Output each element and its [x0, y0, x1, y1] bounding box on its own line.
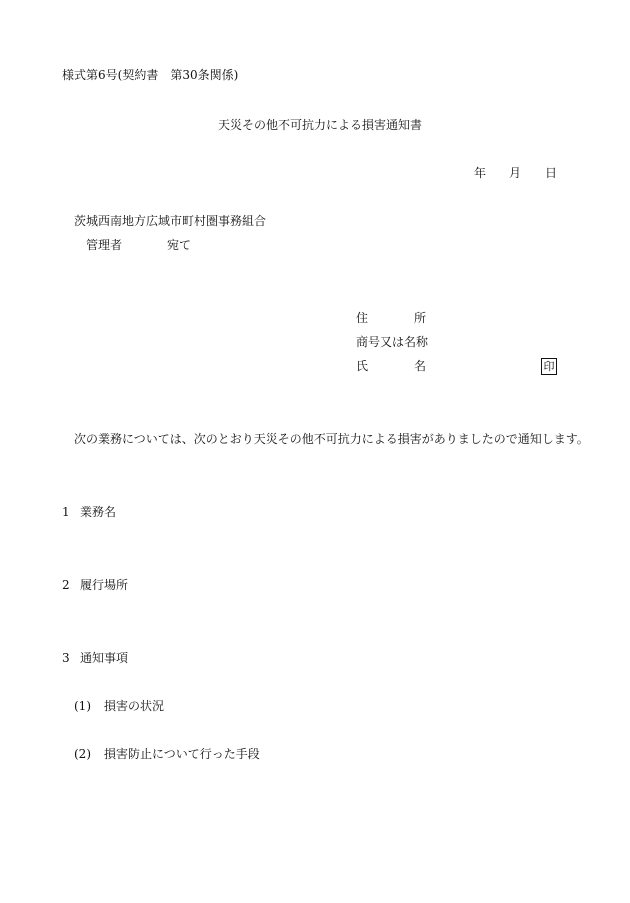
date-year-label: 年 [474, 166, 487, 180]
address-label-second: 所 [414, 311, 427, 325]
item-label-business-name: 業務名 [80, 505, 117, 519]
item-number: 2 [62, 578, 70, 592]
subitem-number: (2) [74, 747, 91, 761]
item-number: 1 [62, 505, 70, 519]
recipient-role: 管理者 [86, 238, 123, 252]
item-label-notice-matters: 通知事項 [80, 651, 129, 665]
seal-mark: 印 [541, 358, 557, 375]
recipient-organization: 茨城西南地方広域市町村圏事務組合 [74, 214, 267, 228]
date-day-label: 日 [545, 166, 558, 180]
item-number: 3 [62, 651, 70, 665]
date-month-label: 月 [509, 166, 522, 180]
subitem-number: (1) [74, 699, 91, 713]
name-label-second: 名 [414, 359, 427, 373]
recipient-honorific: 宛て [167, 238, 192, 252]
item-label-location: 履行場所 [80, 578, 129, 592]
document-title: 天災その他不可抗力による損害通知書 [218, 118, 423, 132]
address-label-first: 住 [356, 311, 369, 325]
company-name-label: 商号又は名称 [356, 335, 429, 349]
body-text: 次の業務については、次のとおり天災その他不可抗力による損害がありましたので通知します。 [74, 432, 589, 446]
subitem-label-damage-status: 損害の状況 [104, 699, 165, 713]
form-number: 様式第6号(契約書 第30条関係) [62, 68, 239, 82]
name-label-first: 氏 [356, 359, 369, 373]
subitem-label-prevention-measures: 損害防止について行った手段 [104, 747, 260, 761]
